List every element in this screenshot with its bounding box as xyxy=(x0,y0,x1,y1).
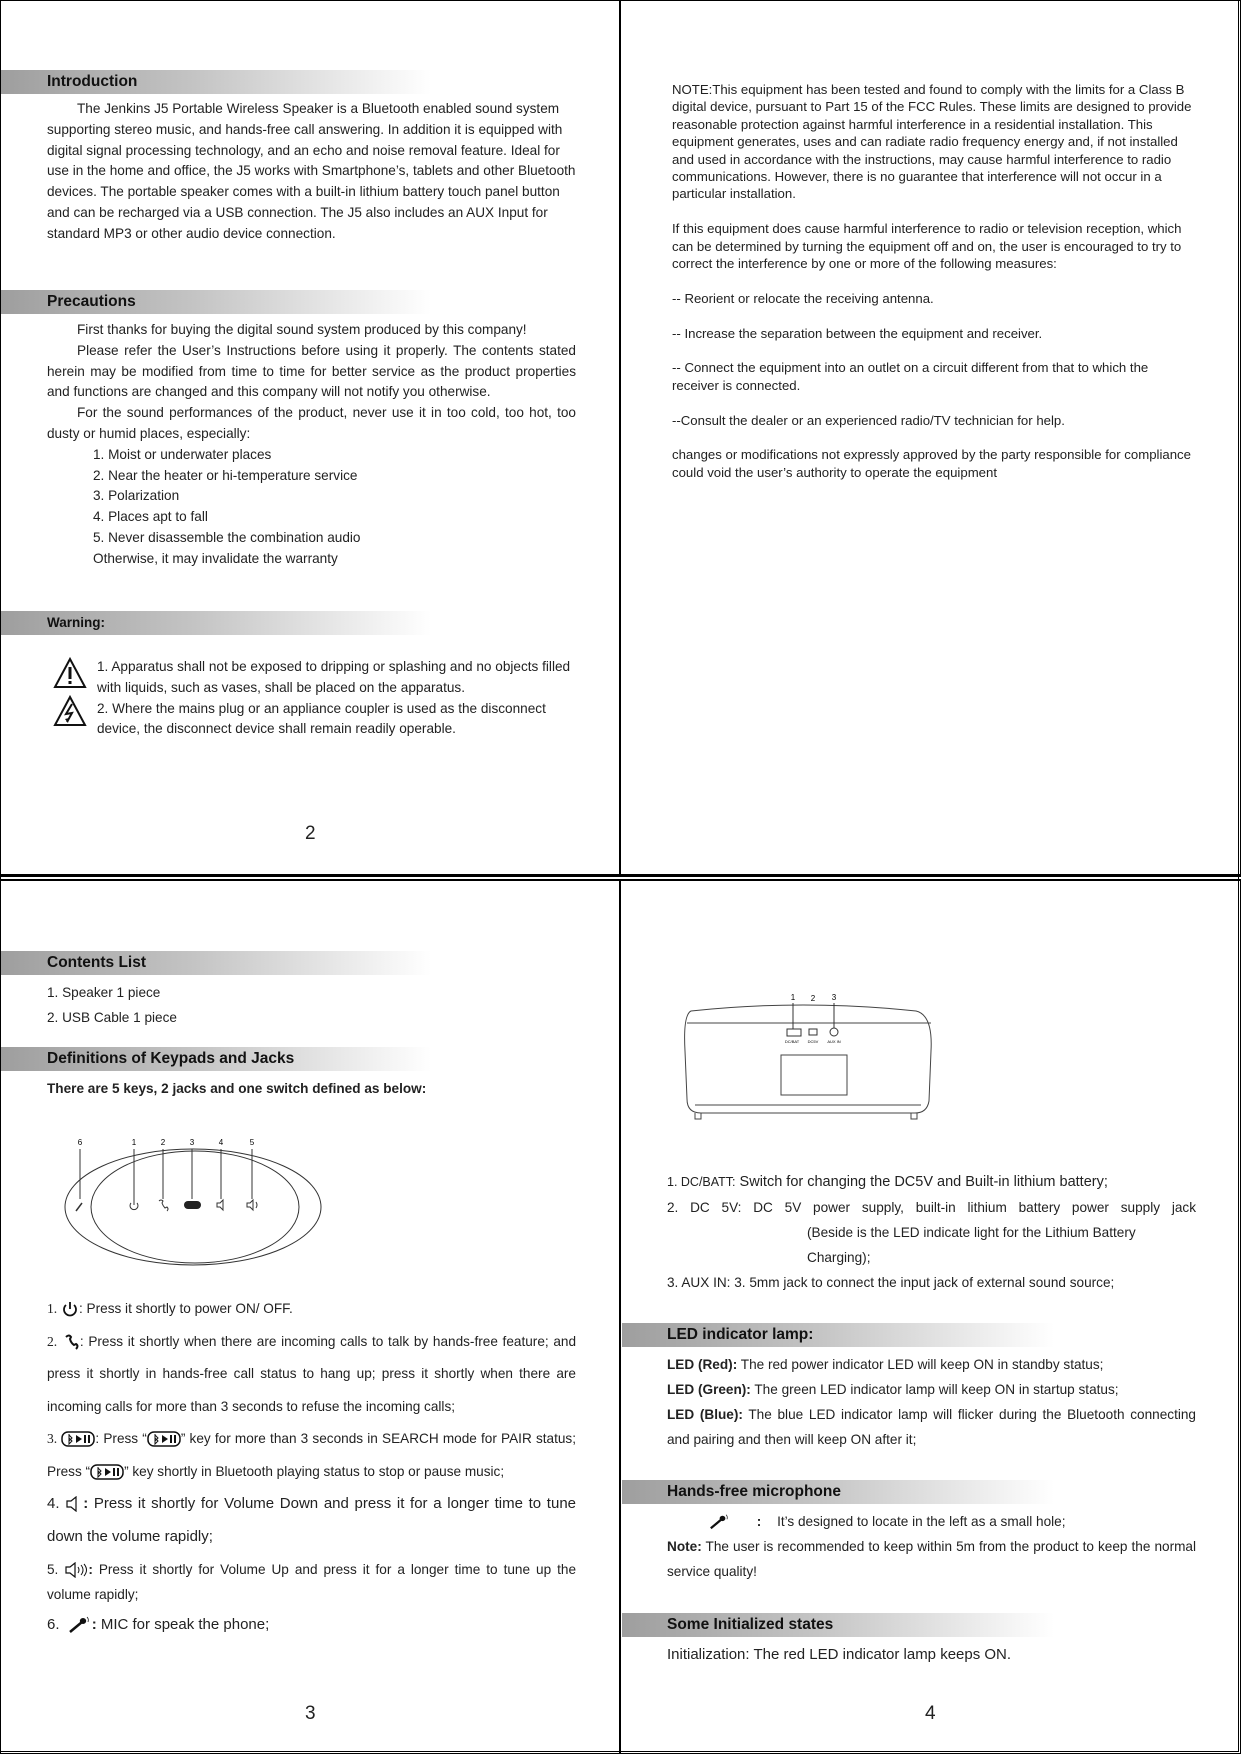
microphone-section xyxy=(667,1509,1196,1584)
port-label: AUX IN xyxy=(827,1039,841,1044)
keypads-intro: There are 5 keys, 2 jacks and one switch defined as below: xyxy=(47,1081,427,1096)
introduction-heading: Introduction xyxy=(1,70,431,94)
page-number: 4 xyxy=(925,1703,936,1724)
list-item: 1. Moist or underwater places xyxy=(93,446,272,462)
precautions-p1: First thanks for buying the digital sound system produced by this company! xyxy=(77,322,527,337)
diagram-label: 1 xyxy=(790,993,796,1002)
contents-list xyxy=(47,980,576,1030)
jack-3: 3. AUX IN: 3. 5mm jack to connect the input jack of external sound source; xyxy=(667,1275,1115,1290)
fcc-p2: If this equipment does cause harmful interference to radio or television reception, which can be determined by turning the equipment off and on, the user is encouraged to try to correct the interference by one or more of the following measures: xyxy=(672,221,1182,272)
led-section xyxy=(667,1352,1196,1452)
bluetooth-play-pause-icon xyxy=(61,1431,95,1447)
jack-definitions xyxy=(667,1169,1196,1295)
led-blue: LED (Blue): The blue LED indicator lamp will flicker during the Bluetooth connecting and pairing and then will keep ON after it; xyxy=(667,1407,1196,1447)
power-icon xyxy=(61,1300,79,1318)
bluetooth-play-pause-icon xyxy=(90,1464,124,1480)
volume-down-icon xyxy=(65,1496,83,1512)
warning-item-1: 1. Apparatus shall not be exposed to dripping or splashing and no objects filled with liquids, such as vases, shall be placed on the apparatus. xyxy=(97,659,571,695)
page-number: 3 xyxy=(305,1703,316,1724)
fcc-measure-3: -- Connect the equipment into an outlet on a circuit different from that to which the receiver is connected. xyxy=(672,360,1149,393)
mic-icon xyxy=(705,1513,731,1531)
list-item: 5. Never disassemble the combination audio xyxy=(93,529,361,545)
mic-icon xyxy=(76,1203,82,1211)
fcc-measure-1: -- Reorient or relocate the receiving antenna. xyxy=(672,290,934,306)
definition-2: 2. : Press it shortly when there are incoming calls to talk by hands-free feature; and press it shortly in hands-free call status to hang up; press it shortly when there are incoming calls for more than 3 seconds to refuse the incoming calls; xyxy=(47,1333,577,1414)
diagram-label: 1 xyxy=(131,1138,137,1147)
mic-icon xyxy=(64,1615,92,1635)
fcc-p3: changes or modifications not expressly approved by the party responsible for compliance could void the user’s authority to operate the equipment xyxy=(672,447,1191,480)
phone-icon xyxy=(62,1333,80,1351)
microphone-line: : It’s designed to locate in the left as a small hole; xyxy=(667,1509,1196,1534)
warning-heading: Warning: xyxy=(1,611,431,635)
bluetooth-play-pause-icon xyxy=(184,1201,201,1209)
page-2 xyxy=(0,0,620,875)
precautions-section xyxy=(47,320,576,570)
precautions-p2: Please refer the User’s Instructions before using it properly. The contents stated herein may be modified from time to time for better service as the product properties and functions are changed and this company will not notify you otherwise. xyxy=(47,342,576,400)
dc5v-jack xyxy=(809,1029,817,1035)
electric-shock-icon xyxy=(53,695,87,727)
fcc-measure-4: --Consult the dealer or an experienced radio/TV technician for help. xyxy=(672,412,1065,428)
contents-list-heading: Contents List xyxy=(1,951,431,975)
initialized-states-heading: Some Initialized states xyxy=(622,1613,1054,1637)
jack-1: 1. DC/BATT: Switch for changing the DC5V and Built-in lithium battery; xyxy=(667,1174,1108,1190)
volume-up-icon xyxy=(247,1200,257,1210)
port-label: DC/BAT xyxy=(784,1039,800,1044)
introduction-section xyxy=(47,99,576,245)
aux-in-jack xyxy=(830,1028,838,1036)
page-4 xyxy=(620,880,1241,1754)
phone-icon xyxy=(159,1200,168,1211)
diagram-label: 2 xyxy=(160,1138,166,1147)
precautions-closing: Otherwise, it may invalidate the warranty xyxy=(93,550,338,566)
definition-3: 3. : Press “ ” key for more than 3 seconds in SEARCH mode for PAIR status; Press “ ” key shortly in Bluetooth playing status to stop or pause music; xyxy=(47,1431,576,1479)
precautions-heading: Precautions xyxy=(1,290,431,314)
dc-bat-switch xyxy=(787,1029,801,1036)
diagram-label: 2 xyxy=(810,994,816,1003)
keypad-diagram xyxy=(59,1129,329,1269)
volume-down-icon xyxy=(217,1200,223,1210)
precautions-p3: For the sound performances of the product, never use it in too cold, too hot, too dusty or humid places, especially: xyxy=(47,405,576,441)
keypads-heading: Definitions of Keypads and Jacks xyxy=(1,1047,431,1071)
diagram-label: 5 xyxy=(249,1138,255,1147)
microphone-heading: Hands-free microphone xyxy=(622,1480,1054,1504)
port-label: DC5V xyxy=(807,1039,819,1044)
warning-section xyxy=(97,657,576,740)
diagram-label: 3 xyxy=(189,1138,195,1147)
led-red: LED (Red): The red power indicator LED will keep ON in standby status; xyxy=(667,1357,1104,1372)
power-icon xyxy=(130,1199,138,1210)
keypad-definitions xyxy=(47,1293,576,1642)
led-heading: LED indicator lamp: xyxy=(622,1323,1054,1347)
bluetooth-play-pause-icon xyxy=(147,1431,181,1447)
list-item: 2. Near the heater or hi-temperature service xyxy=(93,467,358,483)
page-number: 2 xyxy=(305,823,316,844)
fcc-measure-2: -- Increase the separation between the equipment and receiver. xyxy=(672,325,1043,341)
introduction-text: The Jenkins J5 Portable Wireless Speaker is a Bluetooth enabled sound system supporting stereo music, and hands-free call answering. In addition it is equipped with digital signal processing technology, and an echo and noise removal feature. Ideal for use in the home and office, the J5 works with Smartphone’s, tablets and other Bluetooth devices. The portable speaker comes with a built-in lithium battery touch panel button and can be recharged via a USB connection. The J5 also includes an AUX Input for standard MP3 or other audio device connection. xyxy=(47,101,576,241)
jack-2-note: (Beside is the LED indicate light for the Lithium Battery Charging); xyxy=(807,1225,1136,1265)
led-green: LED (Green): The green LED indicator lamp will keep ON in startup status; xyxy=(667,1382,1119,1397)
fcc-note-page xyxy=(620,0,1241,875)
volume-up-icon xyxy=(64,1562,88,1578)
initialized-states-text: Initialization: The red LED indicator lamp keeps ON. xyxy=(667,1646,1012,1663)
diagram-label: 6 xyxy=(77,1138,83,1147)
diagram-label: 3 xyxy=(831,993,837,1002)
speaker-back-diagram xyxy=(671,991,941,1123)
list-item: 2. USB Cable 1 piece xyxy=(47,1010,177,1025)
list-item: 4. Places apt to fall xyxy=(93,509,208,525)
precautions-list xyxy=(47,445,576,570)
definition-1: 1. : Press it shortly to power ON/ OFF. xyxy=(47,1293,576,1326)
page-3 xyxy=(0,880,620,1754)
warning-triangle-icon xyxy=(53,657,87,689)
jack-2: 2. DC 5V: DC 5V power supply, built-in lithium battery power supply jack xyxy=(667,1200,1196,1215)
fcc-p1: NOTE:This equipment has been tested and found to comply with the limits for a Class B digital device, pursuant to Part 15 of the FCC Rules. These limits are designed to provide reasonable protection against harmful interference in a residential installation. This equipment generates, uses and can radiate radio frequency energy and, if not installed and used in accordance with the instructions, may cause harmful interference to radio communications. However, there is no guarantee that interference will not occur in a particular installation. xyxy=(672,82,1192,202)
microphone-note: Note: The user is recommended to keep within 5m from the product to keep the normal service quality! xyxy=(667,1539,1196,1579)
warning-item-2: 2. Where the mains plug or an appliance coupler is used as the disconnect device, the disconnect device shall remain readily operable. xyxy=(97,700,546,737)
diagram-label: 4 xyxy=(218,1138,224,1147)
definition-4: 4. : Press it shortly for Volume Down and press it for a longer time to tune down the volume rapidly; xyxy=(47,1495,577,1545)
definition-5: 5. : Press it shortly for Volume Up and press it for a longer time to tune up the volume rapidly; xyxy=(47,1562,577,1602)
definition-6: 6. : MIC for speak the phone; xyxy=(47,1609,576,1642)
list-item: 3. Polarization xyxy=(93,488,180,504)
list-item: 1. Speaker 1 piece xyxy=(47,985,161,1000)
fcc-note xyxy=(672,81,1192,499)
